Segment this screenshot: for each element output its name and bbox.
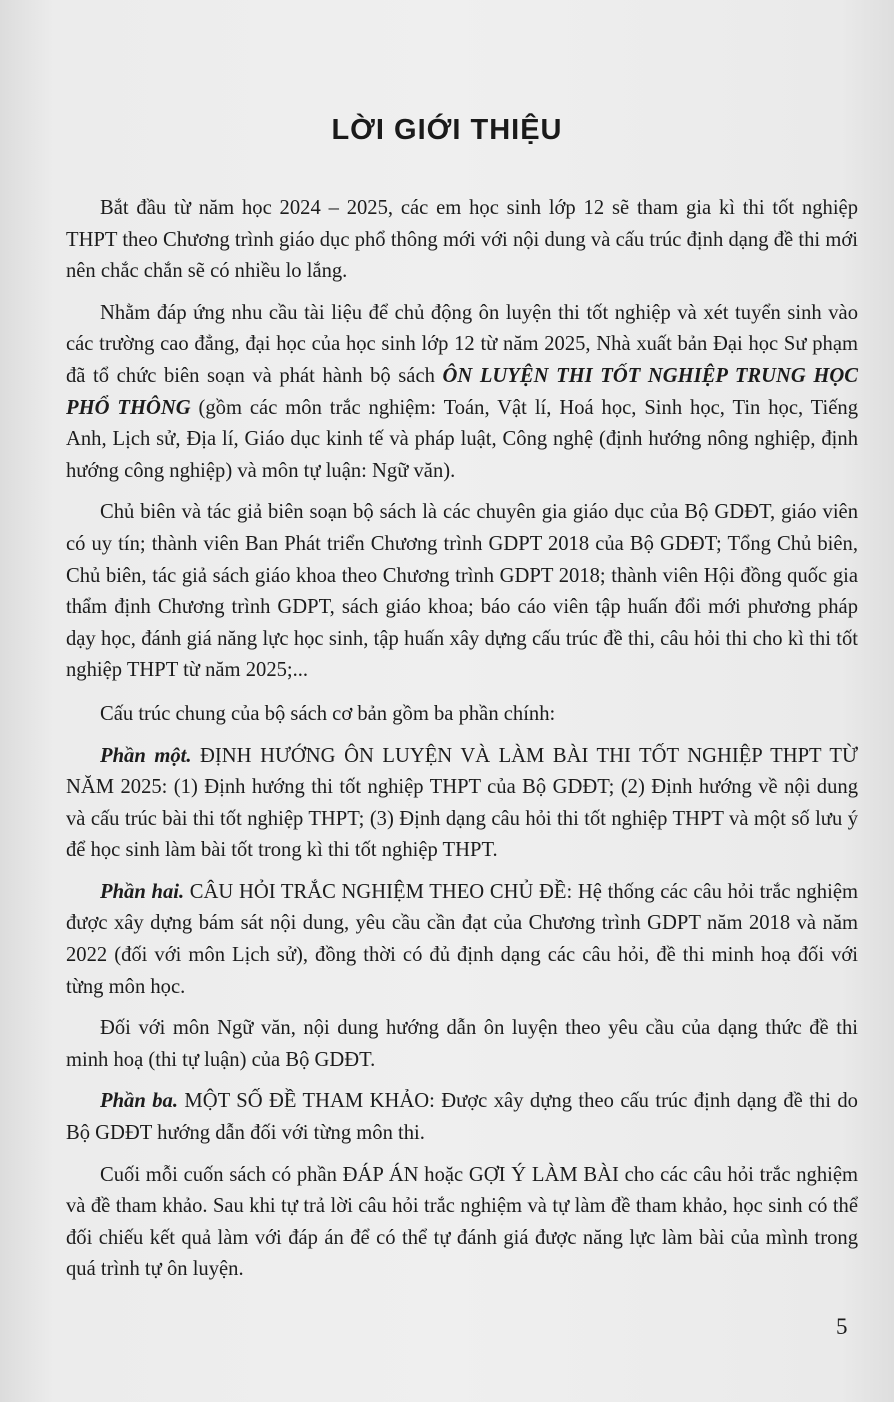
paragraph-2-text-after: (gồm các môn trắc nghiệm: Toán, Vật lí, Hoá học, Sinh học, Tin học, Tiếng Anh, Lịch sử, Địa lí, Giáo dục kinh tế và pháp luật, Công nghệ (định hướng nông nghiệp, định hướng công nghiệp) và môn tự luận: Ngữ văn). — [66, 396, 858, 482]
page-title: LỜI GIỚI THIỆU — [331, 114, 563, 146]
book-series-title: ÔN LUYỆN THI TỐT NGHIỆP TRUNG HỌC PHỔ THÔNG — [66, 364, 858, 419]
page-number: 5 — [836, 1314, 848, 1339]
part-two-lead: Phần hai. — [100, 880, 185, 903]
paragraph-4-text: Cấu trúc chung của bộ sách cơ bản gồm ba phần chính: — [100, 702, 556, 725]
part-two-text: CÂU HỎI TRẮC NGHIỆM THEO CHỦ ĐỀ: Hệ thống các câu hỏi trắc nghiệm được xây dựng bám sát nội dung, yêu cầu cần đạt của Chương trình GDPT năm 2018 và năm 2022 (đối với môn Lịch sử), đồng thời có đủ định dạng các câu hỏi, đề thi minh hoạ đối với từng môn học. — [66, 880, 858, 998]
paragraph-1-text: Bắt đầu từ năm học 2024 – 2025, các em học sinh lớp 12 sẽ tham gia kì thi tốt nghiệp THPT theo Chương trình giáo dục phổ thông mới với nội dung và cấu trúc định dạng đề thi mới nên chắc chắn sẽ có nhiều lo lắng. — [66, 197, 858, 283]
paragraph-3 — [66, 497, 858, 687]
paragraph-part-two — [66, 877, 858, 1003]
paragraph-literature-note — [66, 1013, 858, 1076]
part-one-lead: Phần một. — [100, 744, 192, 767]
paragraph-2 — [66, 298, 858, 488]
introduction-body — [66, 193, 858, 1286]
paragraph-4 — [66, 699, 858, 731]
part-three-lead: Phần ba. — [100, 1090, 178, 1113]
part-three-text: MỘT SỐ ĐỀ THAM KHẢO: Được xây dựng theo cấu trúc định dạng đề thi do Bộ GDĐT hướng dẫn đối với từng môn thi. — [66, 1090, 858, 1145]
paragraph-part-one — [66, 741, 858, 867]
paragraph-3-text: Chủ biên và tác giả biên soạn bộ sách là các chuyên gia giáo dục của Bộ GDĐT, giáo viên có uy tín; thành viên Ban Phát triển Chương trình GDPT 2018 của Bộ GDĐT; Tổng Chủ biên, Chủ biên, tác giả sách giáo khoa theo Chương trình GDPT 2018; thành viên Hội đồng quốc gia thẩm định Chương trình GDPT, sách giáo khoa; báo cáo viên tập huấn đổi mới phương pháp dạy học, đánh giá năng lực học sinh, tập huấn xây dựng cấu trúc đề thi, câu hỏi thi cho kì thi tốt nghiệp THPT từ năm 2025;... — [66, 501, 858, 682]
part-one-text: ĐỊNH HƯỚNG ÔN LUYỆN VÀ LÀM BÀI THI TỐT NGHIỆP THPT TỪ NĂM 2025: (1) Định hướng thi tốt nghiệp THPT của Bộ GDĐT; (2) Định hướng về nội dung và cấu trúc bài thi tốt nghiệp THPT; (3) Định dạng câu hỏi thi tốt nghiệp THPT và một số lưu ý để học sinh làm bài tốt trong kì thi tốt nghiệp THPT. — [66, 744, 858, 862]
literature-note-text: Đối với môn Ngữ văn, nội dung hướng dẫn ôn luyện theo yêu cầu của dạng thức đề thi minh hoạ (thi tự luận) của Bộ GDĐT. — [66, 1017, 858, 1071]
paragraph-part-three — [66, 1086, 858, 1149]
paragraph-2-text-before: Nhằm đáp ứng nhu cầu tài liệu để chủ động ôn luyện thi tốt nghiệp và xét tuyển sinh vào các trường cao đẳng, đại học của học sinh lớp 12 từ năm 2025, Nhà xuất bản Đại học Sư phạm đã tổ chức biên soạn và phát hành bộ sách — [66, 301, 858, 387]
paragraph-1 — [66, 193, 858, 288]
paragraph-closing — [66, 1160, 858, 1286]
closing-text: Cuối mỗi cuốn sách có phần ĐÁP ÁN hoặc GỢI Ý LÀM BÀI cho các câu hỏi trắc nghiệm và đề tham khảo. Sau khi tự trả lời câu hỏi trắc nghiệm và tự làm đề tham khảo, học sinh có thể đối chiếu kết quả làm với đáp án để có thể tự đánh giá được năng lực làm bài của mình trong quá trình tự ôn luyện. — [66, 1163, 858, 1281]
